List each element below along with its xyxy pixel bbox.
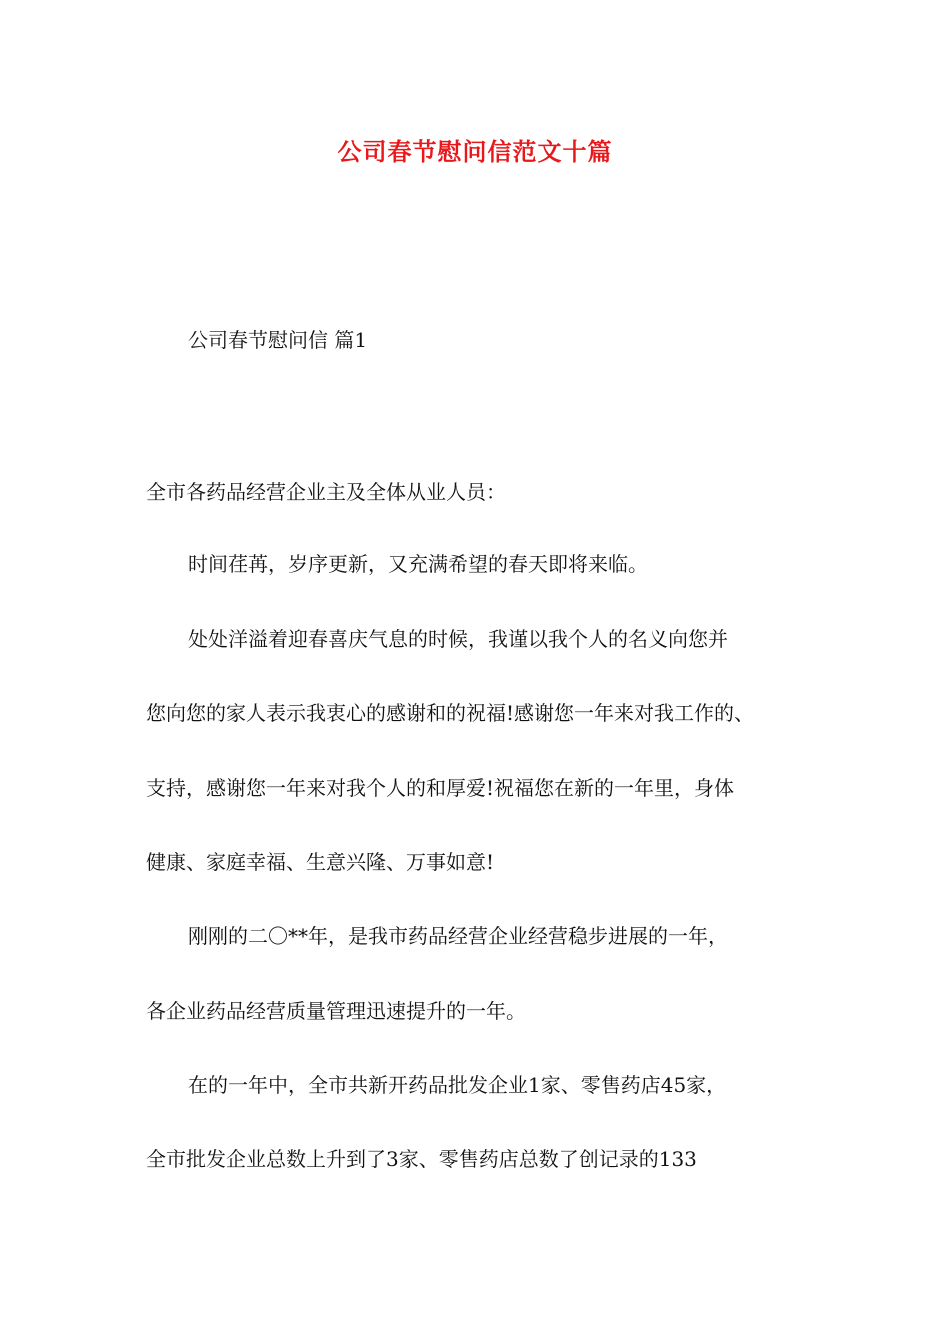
paragraph-line: 在的一年中，全市共新开药品批发企业1家、零售药店45家， [188, 1073, 727, 1097]
paragraph-line: 各企业药品经营质量管理迅速提升的一年。 [146, 999, 526, 1023]
paragraph-line: 刚刚的二〇**年，是我市药品经营企业经营稳步进展的一年， [188, 924, 728, 948]
document-title: 公司春节慰问信范文十篇 [337, 137, 613, 166]
section-heading: 公司春节慰问信 篇1 [188, 328, 368, 352]
paragraph-line: 您向您的家人表示我衷心的感谢和的祝福!感谢您一年来对我工作的、 [146, 701, 755, 725]
paragraph-line: 支持，感谢您一年来对我个人的和厚爱!祝福您在新的一年里，身体 [146, 776, 735, 800]
paragraph-line: 处处洋溢着迎春喜庆气息的时候，我谨以我个人的名义向您并 [188, 627, 728, 651]
paragraph-line: 时间荏苒，岁序更新，又充满希望的春天即将来临。 [188, 552, 648, 576]
paragraph-line: 健康、家庭幸福、生意兴隆、万事如意! [146, 850, 495, 874]
salutation-line: 全市各药品经营企业主及全体从业人员： [146, 480, 506, 504]
paragraph-line: 全市批发企业总数上升到了3家、零售药店总数了创记录的133 [146, 1147, 697, 1171]
